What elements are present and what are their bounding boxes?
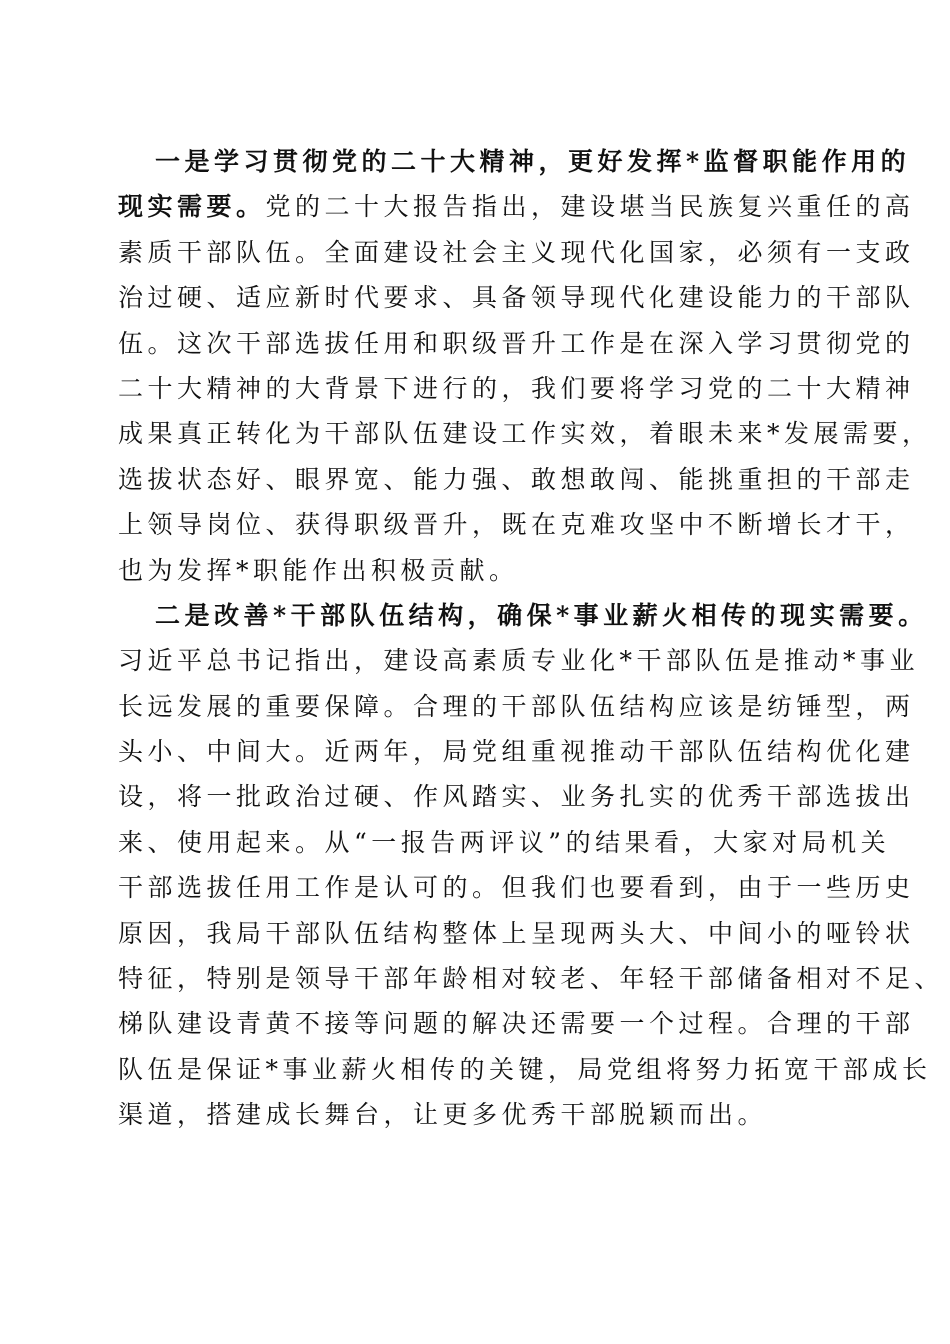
paragraph-heading: 二是改善*干部队伍结构，确保*事业薪火相传的现实需要。 xyxy=(155,600,928,630)
paragraph-line: 习近平总书记指出，建设高素质专业化*干部队伍是推动*事业 xyxy=(118,646,920,676)
paragraph-line: 干部选拔任用工作是认可的。但我们也要看到，由于一些历史 xyxy=(118,873,915,903)
paragraph-line: 头小、中间大。近两年，局党组重视推动干部队伍结构优化建 xyxy=(118,737,915,767)
paragraph-line: 治过硬、适应新时代要求、具备领导现代化建设能力的干部队 xyxy=(118,283,915,313)
paragraph-line xyxy=(118,184,915,229)
paragraph-line: 上领导岗位、获得职级晋升，既在克难攻坚中不断增长才干， xyxy=(118,510,915,540)
paragraph-line: 选拔状态好、眼界宽、能力强、敢想敢闯、能挑重担的干部走 xyxy=(118,464,915,494)
paragraph-line-rest: 党的二十大报告指出，建设堪当民族复兴重任的高 xyxy=(265,192,915,222)
paragraph-line: 一是学习贯彻党的二十大精神，更好发挥*监督职能作用的 xyxy=(155,147,911,176)
paragraph-line: 伍。这次干部选拔任用和职级晋升工作是在深入学习贯彻党的 xyxy=(118,328,915,358)
document-page xyxy=(118,139,945,1138)
paragraph-line: 也为发挥*职能作出积极贡献。 xyxy=(118,555,519,585)
paragraph-heading-end: 现实需要。 xyxy=(118,192,266,222)
paragraph-1 xyxy=(118,139,932,593)
paragraph-line: 素质干部队伍。全面建设社会主义现代化国家，必须有一支政 xyxy=(118,237,915,267)
paragraph-line: 成果真正转化为干部队伍建设工作实效，着眼未来*发展需要， xyxy=(118,419,932,449)
paragraph-line: 特征，特别是领导干部年龄相对较老、年轻干部储备相对不足、 xyxy=(118,964,945,994)
paragraph-line: 队伍是保证*事业薪火相传的关键，局党组将努力拓宽干部成长 xyxy=(118,1054,932,1084)
paragraph-line: 梯队建设青黄不接等问题的解决还需要一个过程。合理的干部 xyxy=(118,1009,915,1039)
paragraph-line: 二十大精神的大背景下进行的，我们要将学习党的二十大精神 xyxy=(118,373,915,403)
paragraph-line: 来、使用起来。从“一报告两评议”的结果看，大家对局机关 xyxy=(118,827,891,857)
paragraph-line: 渠道，搭建成长舞台，让更多优秀干部脱颖而出。 xyxy=(118,1100,768,1130)
paragraph-2 xyxy=(118,593,945,1138)
paragraph-line: 设，将一批政治过硬、作风踏实、业务扎实的优秀干部选拔出 xyxy=(118,782,915,812)
paragraph-line: 原因，我局干部队伍结构整体上呈现两头大、中间小的哑铃状 xyxy=(118,918,915,948)
paragraph-line: 长远发展的重要保障。合理的干部队伍结构应该是纺锤型，两 xyxy=(118,691,915,721)
